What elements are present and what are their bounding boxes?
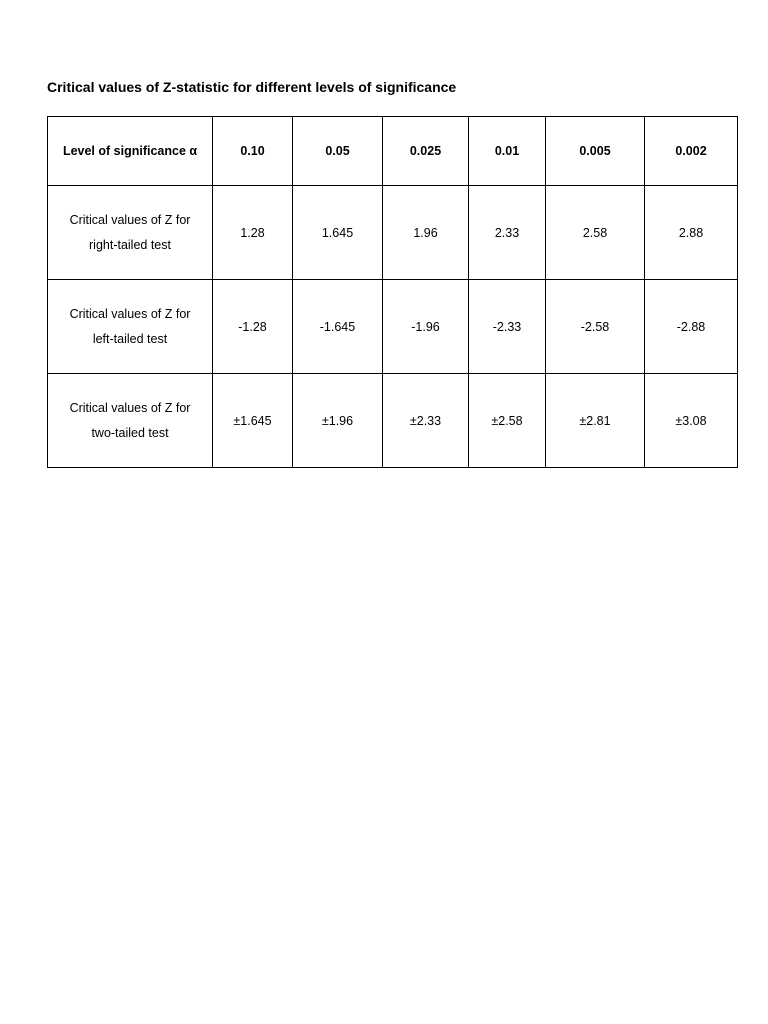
value-cell: -1.645 <box>293 280 383 374</box>
value-cell: 1.28 <box>213 186 293 280</box>
value-cell: 2.58 <box>546 186 645 280</box>
row-label-line: Critical values of Z for <box>69 212 191 227</box>
value-cell: ±2.81 <box>546 374 645 468</box>
value-cell: -2.88 <box>645 280 738 374</box>
row-label-line: left-tailed test <box>92 331 168 346</box>
table-row-left-tailed <box>48 280 738 374</box>
row-label-line: two-tailed test <box>91 425 169 440</box>
value-cell: ±2.33 <box>383 374 469 468</box>
value-cell: 1.645 <box>293 186 383 280</box>
value-cell: 2.33 <box>469 186 546 280</box>
row-label-line: Critical values of Z for <box>69 400 191 415</box>
value-cell: ±1.645 <box>213 374 293 468</box>
header-level-cell: 0.05 <box>293 117 383 186</box>
value-cell: -1.28 <box>213 280 293 374</box>
value-cell: -2.33 <box>469 280 546 374</box>
value-cell: -2.58 <box>546 280 645 374</box>
value-cell: ±2.58 <box>469 374 546 468</box>
value-cell: 1.96 <box>383 186 469 280</box>
header-level-cell: 0.005 <box>546 117 645 186</box>
header-level-cell: 0.002 <box>645 117 738 186</box>
critical-values-table <box>47 116 738 468</box>
row-label-cell <box>48 280 213 374</box>
value-cell: ±1.96 <box>293 374 383 468</box>
header-level-cell: 0.025 <box>383 117 469 186</box>
value-cell: ±3.08 <box>645 374 738 468</box>
table-row-two-tailed <box>48 374 738 468</box>
row-label-line: Critical values of Z for <box>69 306 191 321</box>
header-level-cell: 0.10 <box>213 117 293 186</box>
header-level-cell: 0.01 <box>469 117 546 186</box>
row-label-cell <box>48 186 213 280</box>
header-row <box>48 117 738 186</box>
value-cell: 2.88 <box>645 186 738 280</box>
row-label-cell <box>48 374 213 468</box>
table-row-right-tailed <box>48 186 738 280</box>
document-title: Critical values of Z-statistic for different levels of significance <box>47 79 457 95</box>
header-label-cell: Level of significance α <box>48 117 213 186</box>
value-cell: -1.96 <box>383 280 469 374</box>
row-label-line: right-tailed test <box>89 237 171 252</box>
